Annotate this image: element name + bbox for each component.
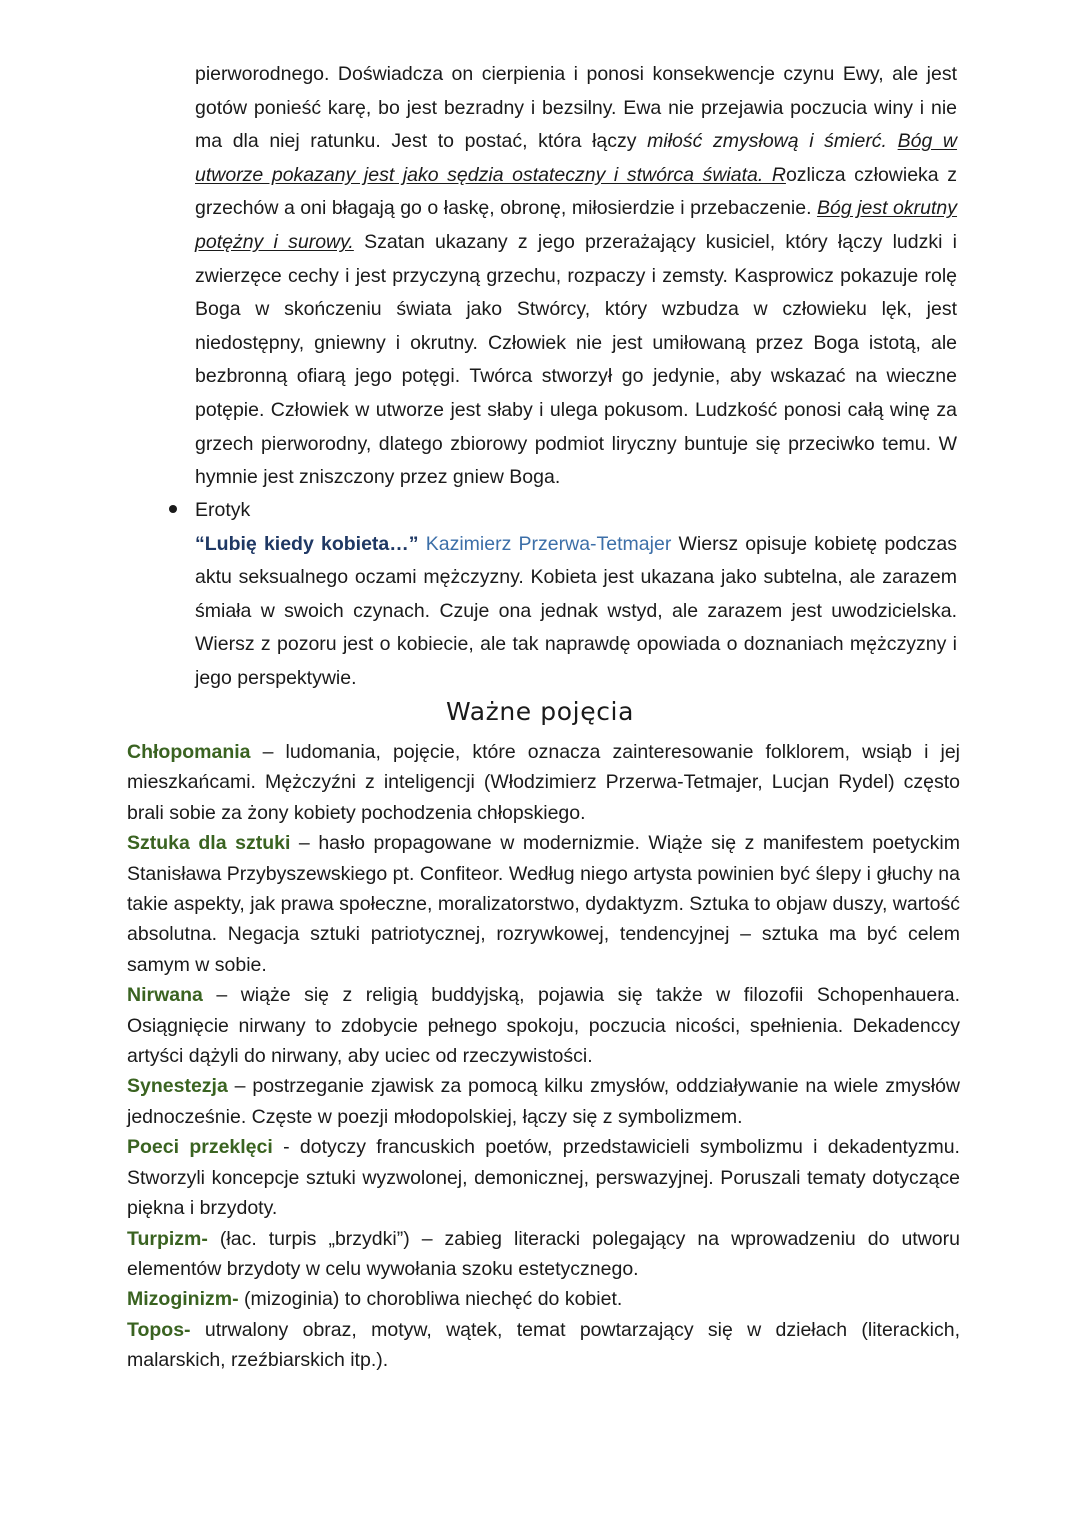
work-description: Wiersz opisuje kobietę podczas aktu seksualnego oczami mężczyzny. Kobieta jest ukazana jako subtelna, ale zarazem śmiała w swoich czynach. Czuje ona jednak wstyd, ale zarazem jest uwodzicielska. Wiersz z pozoru jest o kobiecie, ale tak naprawdę opowiada o doznaniach mężczyzny i jego perspektywie. — [195, 532, 957, 689]
glossary-term: Mizoginizm- — [127, 1288, 239, 1311]
glossary-entry — [127, 1132, 960, 1223]
bullet-dot-icon — [169, 505, 177, 513]
glossary-definition: – hasło propagowane w modernizmie. Wiąże się z manifestem poetyckim Stanisława Przybyszewskiego pt. Confiteor. Według niego artysta powinien być ślepy i głuchy na takie aspekty, jak prawa społeczne, moralizatorstwo, dydaktyzm. Sztuka to objaw duszy, wartość absolutna. Negacja sztuki patriotycznej, rozrywkowej, tendencyjnej – sztuka ma być celem samym w sobie. — [127, 832, 961, 976]
glossary-term: Sztuka dla sztuki — [127, 832, 291, 855]
paragraph-run-6: Szatan ukazany z jego przerażający kusiciel, który łączy ludzki i zwierzęce cechy i jest przyczyną grzechu, rozpaczy i zemsty. Kasprowicz pokazuje rolę Boga w skończeniu świata jako Stwórcy, który wzbudza w człowieku lęk, jest niedostępny, gniewny i okrutny. Człowiek nie jest umiłowaną przez Boga istotą, ale bezbronną ofiarą jego potęgi. Twórca stworzył go jedynie, aby wskazać na wieczne potępie. Człowiek w utworze jest słaby i ulega pokusom. Ludzkość ponosi całą winę za grzech pierworodny, dlatego zbiorowy podmiot liryczny buntuje się przeciwko temu. W hymnie jest zniszczony przez gniew Boga. — [195, 230, 958, 489]
glossary-definition: – postrzeganie zjawisk za pomocą kilku zmysłów, oddziaływanie na wiele zmysłów jednocześnie. Częste w poezji młodopolskiej, łączy się z symbolizmem. — [127, 1075, 960, 1128]
glossary-entry — [127, 980, 960, 1071]
glossary-term: Chłopomania — [127, 741, 251, 763]
paragraph-run-1-italic: miłość zmysłową i śmierć. — [647, 130, 887, 153]
bullet-list — [195, 494, 957, 696]
glossary-term: Poeci przeklęci — [127, 1136, 273, 1159]
glossary-term: Nirwana — [127, 984, 203, 1007]
glossary-definition: (łac. turpis „brzydki”) – zabieg literacki polegający na wprowadzeniu do utworu elementów brzydoty w celu wywołania szoku estetycznego. — [127, 1227, 960, 1280]
glossary-entry — [127, 1315, 960, 1376]
glossary-definition: utrwalony obraz, motyw, wątek, temat powtarzający się w dziełach (literackich, malarskich, rzeźbiarskich itp.). — [127, 1318, 960, 1372]
glossary-definition: - dotyczy francuskich poetów, przedstawicieli symbolizmu i dekadentyzmu. Stworzyli koncepcje sztuki wyzwolonej, demonicznej, perswazyjnej. Poruszali tematy dotyczące piękna i brzydoty. — [127, 1136, 960, 1220]
paragraph-run-0: pierworodnego. Doświadcza on cierpienia i ponosi konsekwencje czynu Ewy, ale jest gotów ponieść karę, bo jest bezradny i bezsilny. Ewa nie przejawia poczucia winy i nie ma dla niej ratunku. Jest to postać, która łączy — [195, 63, 957, 153]
glossary-term: Turpizm- — [127, 1227, 208, 1250]
glossary-term: Synestezja — [127, 1075, 228, 1098]
glossary-entry — [127, 828, 960, 980]
glossary-definition: – wiąże się z religią buddyjską, pojawia się także w filozofii Schopenhauera. Osiągnięcie nirwany to zdobycie pełnego spokoju, poczucia nicości, spełnienia. Dekadenccy artyści dążyli do nirwany, aby uciec od rzeczywistości. — [127, 984, 960, 1068]
glossary-entry — [127, 1071, 960, 1132]
paragraph-run-5-italic-underline: Bóg jest okrutny potężny i surowy. — [195, 197, 958, 253]
glossary-definition: (mizoginia) to chorobliwa niechęć do kobiet. — [238, 1288, 623, 1311]
section-heading: Ważne pojęcia — [445, 697, 635, 726]
glossary-entry — [127, 1284, 960, 1314]
glossary-entry — [127, 1224, 960, 1285]
paragraph-run-3-italic-underline: Bóg w utworze pokazany jest jako sędzia ostateczny i stwórca świata. R — [195, 130, 958, 186]
title-author-space — [419, 533, 426, 555]
glossary-entry — [127, 737, 960, 828]
paragraph-run-4: ozlicza człowieka z grzechów a oni błagają go o łaskę, obronę, miłosierdzie i przebaczenie. — [195, 163, 957, 220]
bullet-item-label: Erotyk — [195, 499, 251, 521]
paragraph-run-2 — [887, 130, 898, 152]
glossary-term: Topos- — [127, 1318, 191, 1341]
main-paragraph — [195, 58, 957, 495]
glossary-definition: – ludomania, pojęcie, które oznacza zainteresowanie folklorem, wsiąb i jej mieszkańcami. Mężczyźni z inteligencji (Włodzimierz Przerwa-Tetmajer, Lucjan Rydel) często brali sobie za żony kobiety pochodzenia chłopskiego. — [127, 741, 960, 824]
glossary-section — [127, 737, 960, 1376]
work-title: “Lubię kiedy kobieta…” — [195, 532, 419, 555]
work-author: Kazimierz Przerwa-Tetmajer — [425, 532, 672, 555]
list-item — [195, 494, 957, 528]
body-text-block — [195, 58, 957, 495]
work-description-paragraph — [195, 528, 957, 696]
